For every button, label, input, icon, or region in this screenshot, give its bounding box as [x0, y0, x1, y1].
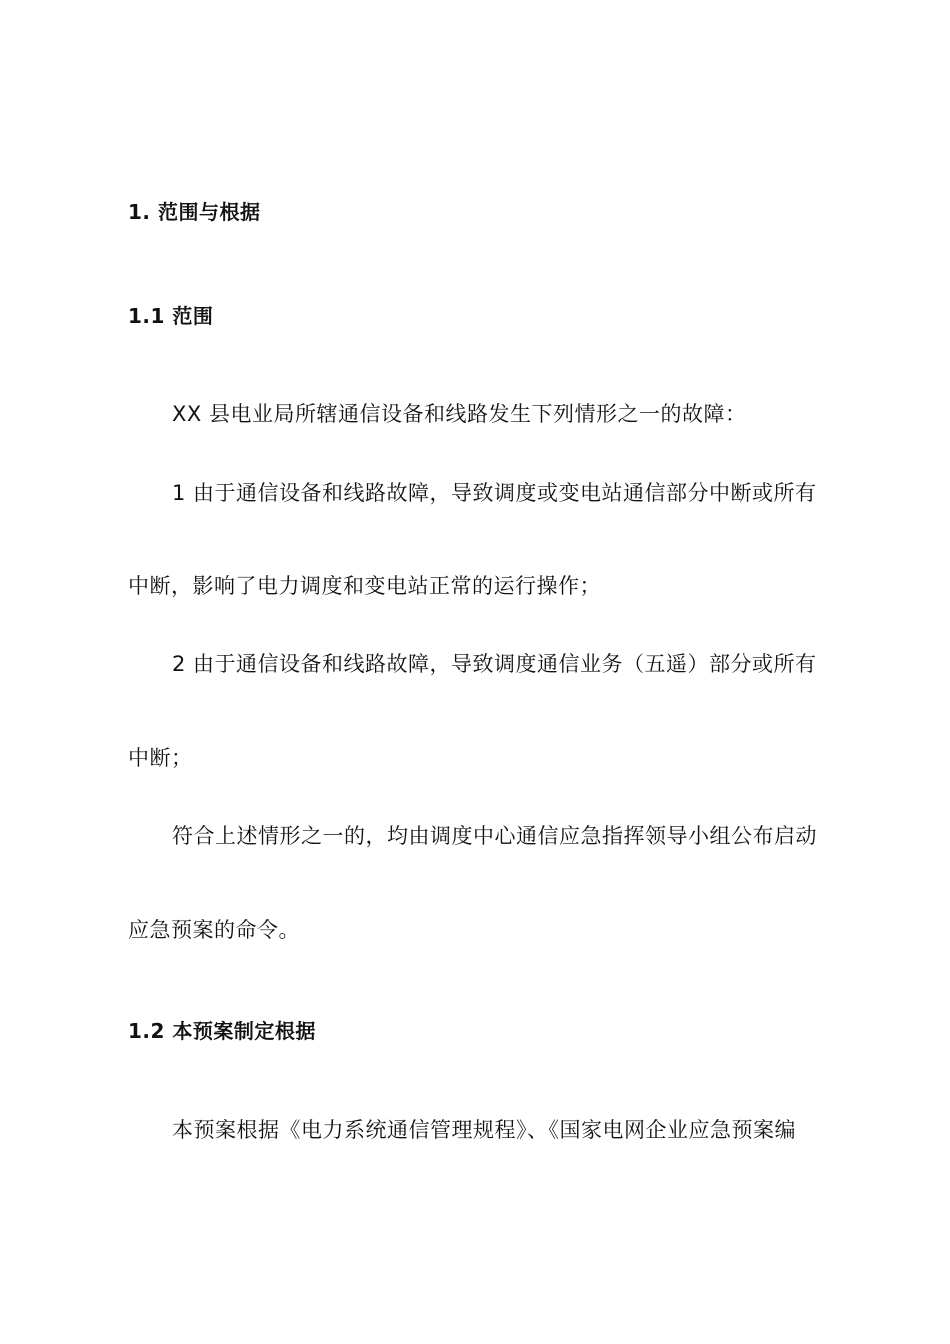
item-1-line-2: 中断，影响了电力调度和变电站正常的运行操作； — [128, 574, 601, 598]
item-2-line-2: 中断； — [128, 746, 193, 770]
item-1-line-1: 1 由于通信设备和线路故障，导致调度或变电站通信部分中断或所有 — [172, 481, 817, 505]
section-heading-1: 1. 范围与根据 — [128, 200, 261, 224]
section-heading-1-2: 1.2 本预案制定根据 — [128, 1019, 316, 1043]
section-heading-1-1: 1.1 范围 — [128, 304, 214, 328]
conclusion-line-1: 符合上述情形之一的，均由调度中心通信应急指挥领导小组公布启动 — [172, 824, 817, 848]
conclusion-line-2: 应急预案的命令。 — [128, 918, 300, 942]
item-2-line-1: 2 由于通信设备和线路故障，导致调度通信业务（五遥）部分或所有 — [172, 652, 817, 676]
basis-line-1: 本预案根据《电力系统通信管理规程》、《国家电网企业应急预案编 — [172, 1118, 796, 1142]
intro-paragraph: XX 县电业局所辖通信设备和线路发生下列情形之一的故障： — [172, 402, 747, 426]
